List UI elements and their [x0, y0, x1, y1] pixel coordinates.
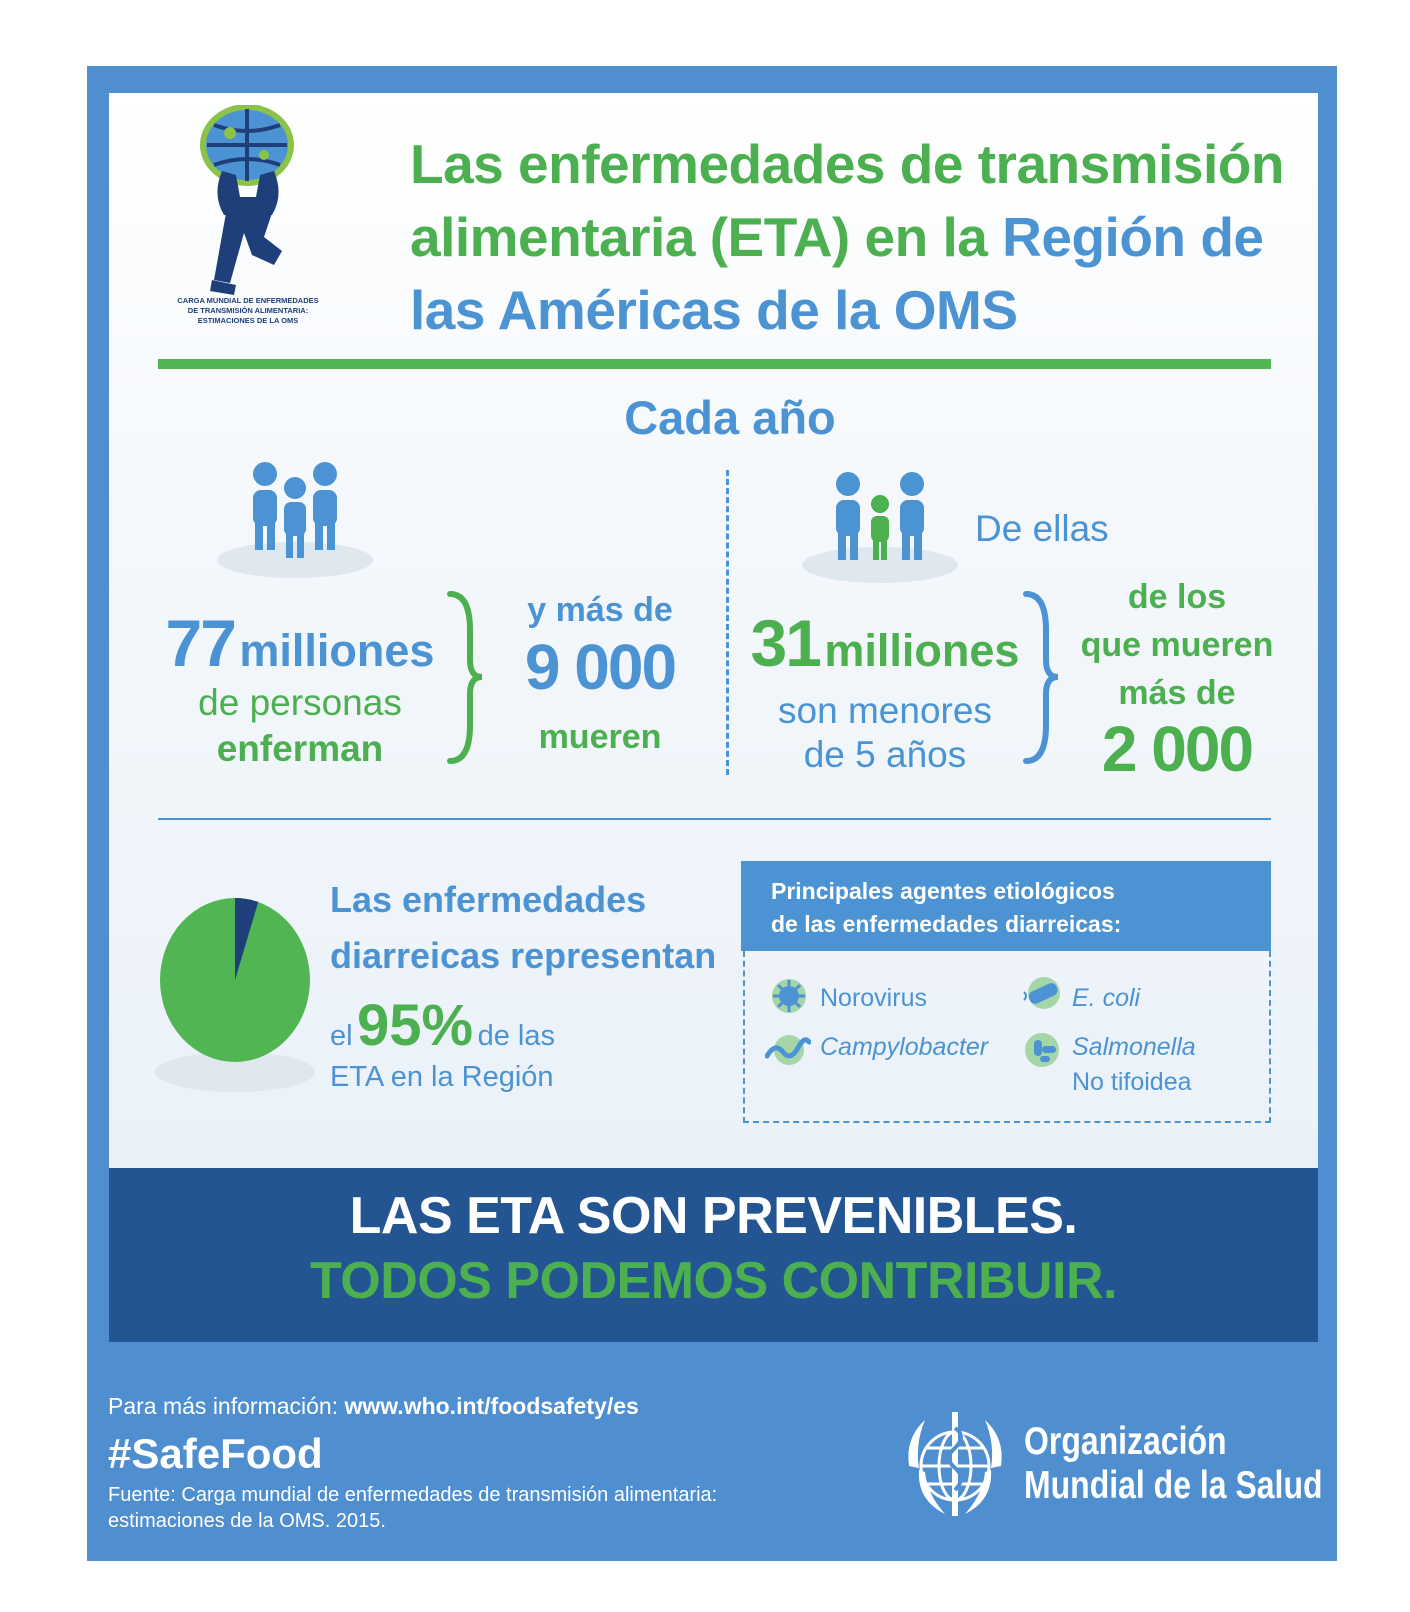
family-icon: [215, 460, 375, 580]
title-divider: [158, 359, 1271, 369]
sick-count: [160, 605, 440, 681]
more-info: [108, 1393, 639, 1420]
diarrhea-percent-line: [330, 992, 555, 1059]
title-blue-part: Región de las Américas de la OMS: [410, 206, 1264, 341]
diarrhea-de-las: de las: [477, 1020, 555, 1052]
agents-title-1: Principales agentes etiológicos: [771, 878, 1115, 904]
source-line-1: Fuente: Carga mundial de enfermedades de transmisión alimentaria:: [108, 1484, 718, 1506]
agent-ecoli: E. coli: [1072, 984, 1141, 1012]
children-deaths-l2: que mueren: [1080, 626, 1274, 664]
vertical-separator: [726, 470, 729, 775]
children-deaths-l1: de los: [1127, 578, 1227, 616]
more-info-prefix: Para más información:: [108, 1393, 339, 1419]
bacterium-icon: [1022, 976, 1062, 1012]
page-title: [410, 128, 1290, 347]
agent-norovirus: Norovirus: [820, 984, 927, 1012]
sick-desc-1: de personas: [198, 682, 402, 723]
deaths-suffix: mueren: [538, 718, 662, 756]
banner-line-1: LAS ETA SON PREVENIBLES.: [349, 1187, 1078, 1245]
sick-desc-2: enferman: [216, 728, 384, 769]
banner-line-2: TODOS PODEMOS CONTRIBUIR.: [309, 1252, 1118, 1310]
logo-caption: CARGA MUNDIAL DE ENFERMEDADES DE TRANSMISIÓN ALIMENTARIA: ESTIMACIONES DE LA OMS: [177, 296, 319, 325]
sick-number: 77: [165, 606, 235, 680]
agents-header: [741, 861, 1271, 951]
agent-salmonella-sub: No tifoidea: [1072, 1068, 1192, 1096]
more-info-link[interactable]: www.who.int/foodsafety/es: [344, 1393, 639, 1419]
agent-campylobacter: Campylobacter: [820, 1033, 989, 1061]
diarrhea-line-1: Las enfermedades: [330, 879, 647, 920]
children-deaths-l3: más de: [1118, 674, 1236, 712]
virus-icon: [771, 978, 807, 1014]
children-desc-1: son menores: [778, 690, 992, 731]
children-unit: milliones: [824, 625, 1020, 676]
hashtag: #SafeFood: [108, 1430, 323, 1477]
who-name-1: Organización: [1024, 1420, 1227, 1463]
diarrhea-line-2: diarreicas representan: [330, 935, 717, 976]
agent-salmonella: Salmonella: [1072, 1033, 1196, 1061]
children-number: 31: [750, 606, 820, 680]
spiral-bacterium-icon: [765, 1030, 811, 1066]
left-brace: [446, 590, 486, 765]
section-divider: [158, 818, 1271, 820]
bacteria-cluster-icon: [1022, 1030, 1062, 1070]
diarrhea-pie-chart: [150, 860, 320, 1100]
right-brace: [1022, 590, 1062, 765]
who-name: [1024, 1420, 1323, 1508]
who-name-2: Mundial de la Salud: [1024, 1464, 1323, 1507]
source-citation: [108, 1482, 808, 1534]
children-deaths-number: 2 000: [1101, 713, 1253, 785]
section-heading: Cada año: [624, 391, 836, 444]
children-deaths: [1062, 573, 1292, 717]
sick-unit: milliones: [239, 625, 435, 676]
title-green-part: Las enfermedades de transmisión alimentaria (ETA) en la: [410, 133, 1284, 268]
right-intro: De ellas: [975, 508, 1109, 549]
deaths-number: 9 000: [524, 631, 676, 703]
diarrhea-percent: 95%: [357, 993, 474, 1058]
source-line-2: estimaciones de la OMS. 2015.: [108, 1510, 386, 1532]
diarrhea-text: [330, 872, 716, 984]
who-emblem-icon: [895, 1408, 1015, 1528]
children-desc-2: de 5 años: [803, 734, 967, 775]
family-children-icon: [800, 470, 960, 585]
diarrhea-line-4: ETA en la Región: [330, 1061, 554, 1093]
diarrhea-el: el: [330, 1020, 353, 1052]
children-count: [745, 605, 1025, 681]
agents-title-2: de las enfermedades diarreicas:: [771, 911, 1122, 937]
deaths-prefix: y más de: [527, 591, 673, 629]
